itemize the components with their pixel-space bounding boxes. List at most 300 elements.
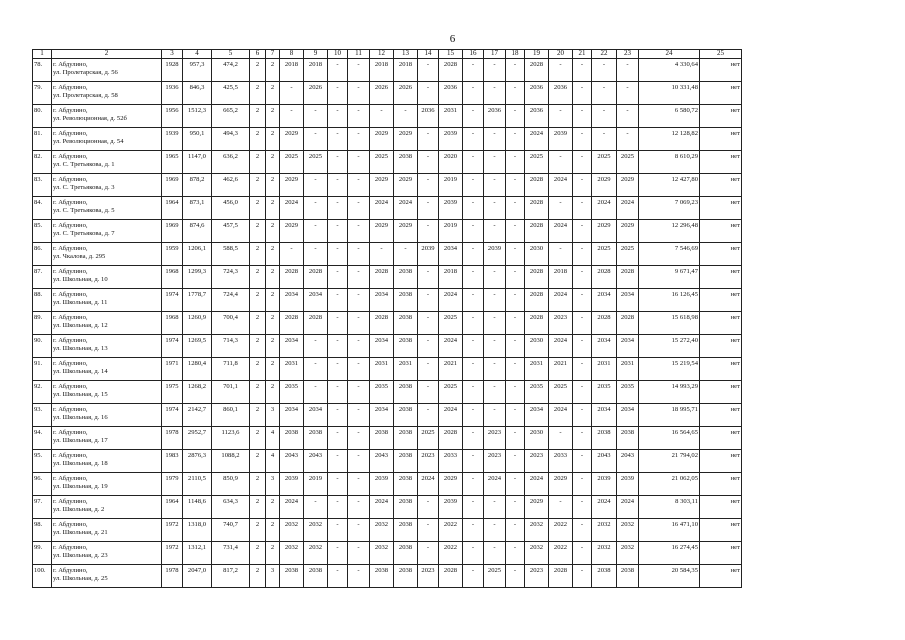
value-cell-col-5: 1088,2	[212, 450, 250, 473]
value-cell-col-11: -	[348, 220, 370, 243]
value-cell-col-3: 1928	[162, 59, 183, 82]
value-cell-col-11: -	[348, 335, 370, 358]
row-number-cell: 81.	[33, 128, 52, 151]
value-cell-col-23: 2024	[617, 197, 639, 220]
value-cell-col-9: -	[304, 128, 328, 151]
column-header-1: 1	[33, 50, 52, 59]
value-cell-col-10: -	[328, 105, 348, 128]
table-row	[33, 220, 742, 243]
address-line: ул. Школьная, д. 15	[53, 390, 108, 398]
value-cell-col-22: 2024	[592, 197, 617, 220]
value-cell-col-13: 2038	[394, 473, 418, 496]
value-cell-col-20: 2024	[549, 335, 573, 358]
table-row	[33, 312, 742, 335]
flag-cell: нет	[700, 312, 742, 335]
value-cell-col-12: -	[370, 105, 394, 128]
value-cell-col-5: 457,5	[212, 220, 250, 243]
value-cell-col-20: 2024	[549, 174, 573, 197]
address-cell	[52, 358, 162, 381]
value-cell-col-8: 2034	[280, 289, 304, 312]
value-cell-col-11: -	[348, 404, 370, 427]
value-cell-col-17: -	[484, 174, 506, 197]
address-line: г. Абдулино,	[53, 130, 88, 137]
address-line: г. Абдулино,	[53, 498, 88, 505]
value-cell-col-4: 950,1	[183, 128, 212, 151]
value-cell-col-15: 2020	[439, 151, 463, 174]
value-cell-col-19: 2024	[525, 473, 549, 496]
column-header-16: 16	[463, 50, 484, 59]
value-cell-col-13: 2038	[394, 151, 418, 174]
value-cell-col-15: 2039	[439, 197, 463, 220]
value-cell-col-16: -	[463, 496, 484, 519]
value-cell-col-11: -	[348, 266, 370, 289]
value-cell-col-21: -	[573, 289, 592, 312]
value-cell-col-3: 1969	[162, 220, 183, 243]
value-cell-col-15: 2028	[439, 427, 463, 450]
value-cell-col-21: -	[573, 381, 592, 404]
flag-cell: нет	[700, 358, 742, 381]
table-row	[33, 128, 742, 151]
value-cell-col-9: 2025	[304, 151, 328, 174]
value-cell-col-18: -	[506, 565, 525, 588]
value-cell-col-19: 2028	[525, 220, 549, 243]
table-row	[33, 59, 742, 82]
value-cell-col-9: 2026	[304, 82, 328, 105]
value-cell-col-5: 850,9	[212, 473, 250, 496]
value-cell-col-14: -	[418, 335, 439, 358]
value-cell-col-18: -	[506, 174, 525, 197]
address-cell	[52, 197, 162, 220]
value-cell-col-11: -	[348, 496, 370, 519]
value-cell-col-12: 2034	[370, 335, 394, 358]
value-cell-col-3: 1974	[162, 335, 183, 358]
value-cell-col-10: -	[328, 335, 348, 358]
value-cell-col-5: 714,3	[212, 335, 250, 358]
value-cell-col-7: 2	[266, 197, 280, 220]
value-cell-col-14: -	[418, 128, 439, 151]
value-cell-col-6: 2	[250, 151, 266, 174]
value-cell-col-10: -	[328, 174, 348, 197]
value-cell-col-10: -	[328, 220, 348, 243]
address-line: г. Абдулино,	[53, 406, 88, 413]
row-number-cell: 97.	[33, 496, 52, 519]
value-cell-col-16: -	[463, 105, 484, 128]
value-cell-col-11: -	[348, 542, 370, 565]
value-cell-col-14: 2039	[418, 243, 439, 266]
flag-cell: нет	[700, 289, 742, 312]
address-cell	[52, 312, 162, 335]
value-cell-col-6: 2	[250, 243, 266, 266]
address-cell	[52, 565, 162, 588]
value-cell-col-20: 2029	[549, 473, 573, 496]
value-cell-col-12: 2032	[370, 519, 394, 542]
cost-cell: 8 303,11	[639, 496, 700, 519]
value-cell-col-22: 2039	[592, 473, 617, 496]
address-line: ул. Школьная, д. 12	[53, 321, 108, 329]
value-cell-col-5: 711,8	[212, 358, 250, 381]
column-header-4: 4	[183, 50, 212, 59]
value-cell-col-9: 2028	[304, 266, 328, 289]
value-cell-col-6: 2	[250, 220, 266, 243]
value-cell-col-11: -	[348, 82, 370, 105]
value-cell-col-10: -	[328, 496, 348, 519]
value-cell-col-20: 2022	[549, 542, 573, 565]
value-cell-col-12: 2018	[370, 59, 394, 82]
value-cell-col-12: 2034	[370, 289, 394, 312]
address-line: ул. Школьная, д. 18	[53, 459, 108, 467]
value-cell-col-7: 2	[266, 542, 280, 565]
table-row	[33, 404, 742, 427]
value-cell-col-3: 1978	[162, 427, 183, 450]
value-cell-col-18: -	[506, 427, 525, 450]
address-line: г. Абдулино,	[53, 521, 88, 528]
address-line: г. Абдулино,	[53, 383, 88, 390]
address-cell	[52, 82, 162, 105]
value-cell-col-21: -	[573, 197, 592, 220]
value-cell-col-20: -	[549, 427, 573, 450]
value-cell-col-14: 2025	[418, 427, 439, 450]
value-cell-col-16: -	[463, 220, 484, 243]
value-cell-col-8: 2028	[280, 266, 304, 289]
value-cell-col-12: 2038	[370, 427, 394, 450]
value-cell-col-12: 2024	[370, 197, 394, 220]
address-line: ул. Школьная, д. 14	[53, 367, 108, 375]
value-cell-col-8: 2025	[280, 151, 304, 174]
address-line: ул. Школьная, д. 10	[53, 275, 108, 283]
value-cell-col-21: -	[573, 542, 592, 565]
value-cell-col-12: 2029	[370, 220, 394, 243]
value-cell-col-12: 2025	[370, 151, 394, 174]
value-cell-col-5: 740,7	[212, 519, 250, 542]
value-cell-col-20: -	[549, 59, 573, 82]
value-cell-col-18: -	[506, 128, 525, 151]
row-number-cell: 82.	[33, 151, 52, 174]
value-cell-col-13: 2026	[394, 82, 418, 105]
value-cell-col-12: 2031	[370, 358, 394, 381]
value-cell-col-16: -	[463, 358, 484, 381]
value-cell-col-4: 1206,1	[183, 243, 212, 266]
value-cell-col-21: -	[573, 312, 592, 335]
address-line: г. Абдулино,	[53, 199, 88, 206]
value-cell-col-11: -	[348, 358, 370, 381]
value-cell-col-9: 2032	[304, 519, 328, 542]
row-number-cell: 94.	[33, 427, 52, 450]
cost-cell: 20 584,35	[639, 565, 700, 588]
value-cell-col-4: 1148,6	[183, 496, 212, 519]
value-cell-col-5: 456,0	[212, 197, 250, 220]
value-cell-col-17: -	[484, 496, 506, 519]
value-cell-col-19: 2024	[525, 128, 549, 151]
value-cell-col-4: 2952,7	[183, 427, 212, 450]
value-cell-col-12: 2028	[370, 312, 394, 335]
cost-cell: 12 128,82	[639, 128, 700, 151]
value-cell-col-14: -	[418, 59, 439, 82]
value-cell-col-19: 2029	[525, 496, 549, 519]
value-cell-col-14: 2023	[418, 450, 439, 473]
value-cell-col-17: 2036	[484, 105, 506, 128]
value-cell-col-12: 2029	[370, 128, 394, 151]
value-cell-col-17: 2039	[484, 243, 506, 266]
row-number-cell: 91.	[33, 358, 52, 381]
row-number-cell: 89.	[33, 312, 52, 335]
flag-cell: нет	[700, 174, 742, 197]
value-cell-col-17: -	[484, 542, 506, 565]
value-cell-col-11: -	[348, 289, 370, 312]
value-cell-col-22: -	[592, 59, 617, 82]
address-line: ул. Революционная, д. 54	[53, 137, 124, 145]
value-cell-col-10: -	[328, 450, 348, 473]
address-line: г. Абдулино,	[53, 452, 88, 459]
address-line: ул. Школьная, д. 2	[53, 505, 105, 513]
address-line: г. Абдулино,	[53, 291, 88, 298]
value-cell-col-19: 2032	[525, 542, 549, 565]
value-cell-col-22: 2034	[592, 335, 617, 358]
value-cell-col-14: -	[418, 542, 439, 565]
table-row	[33, 542, 742, 565]
value-cell-col-13: -	[394, 243, 418, 266]
row-number-cell: 87.	[33, 266, 52, 289]
value-cell-col-5: 860,1	[212, 404, 250, 427]
cost-cell: 7 069,23	[639, 197, 700, 220]
value-cell-col-23: 2025	[617, 151, 639, 174]
value-cell-col-9: -	[304, 105, 328, 128]
value-cell-col-4: 2142,7	[183, 404, 212, 427]
value-cell-col-8: 2034	[280, 404, 304, 427]
flag-cell: нет	[700, 266, 742, 289]
value-cell-col-14: -	[418, 358, 439, 381]
address-cell	[52, 542, 162, 565]
value-cell-col-11: -	[348, 174, 370, 197]
address-cell	[52, 404, 162, 427]
value-cell-col-10: -	[328, 358, 348, 381]
flag-cell: нет	[700, 381, 742, 404]
address-line: г. Абдулино,	[53, 268, 88, 275]
value-cell-col-8: 2029	[280, 174, 304, 197]
value-cell-col-13: 2038	[394, 312, 418, 335]
value-cell-col-21: -	[573, 220, 592, 243]
value-cell-col-13: 2031	[394, 358, 418, 381]
value-cell-col-19: 2036	[525, 82, 549, 105]
value-cell-col-23: 2031	[617, 358, 639, 381]
row-number-cell: 98.	[33, 519, 52, 542]
column-header-23: 23	[617, 50, 639, 59]
value-cell-col-17: 2024	[484, 473, 506, 496]
value-cell-col-10: -	[328, 519, 348, 542]
value-cell-col-18: -	[506, 312, 525, 335]
value-cell-col-17: -	[484, 358, 506, 381]
value-cell-col-8: -	[280, 105, 304, 128]
column-header-25: 25	[700, 50, 742, 59]
value-cell-col-16: -	[463, 289, 484, 312]
cost-cell: 21 062,05	[639, 473, 700, 496]
value-cell-col-18: -	[506, 381, 525, 404]
address-line: ул. Школьная, д. 17	[53, 436, 108, 444]
value-cell-col-21: -	[573, 565, 592, 588]
value-cell-col-6: 2	[250, 496, 266, 519]
value-cell-col-9: -	[304, 174, 328, 197]
value-cell-col-13: 2029	[394, 220, 418, 243]
value-cell-col-15: 2018	[439, 266, 463, 289]
value-cell-col-22: 2029	[592, 174, 617, 197]
value-cell-col-5: 701,1	[212, 381, 250, 404]
column-header-5: 5	[212, 50, 250, 59]
value-cell-col-7: 2	[266, 174, 280, 197]
value-cell-col-13: 2038	[394, 519, 418, 542]
value-cell-col-7: 2	[266, 496, 280, 519]
address-line: г. Абдулино,	[53, 544, 88, 551]
value-cell-col-22: 2025	[592, 243, 617, 266]
column-header-10: 10	[328, 50, 348, 59]
value-cell-col-19: 2030	[525, 335, 549, 358]
value-cell-col-7: 2	[266, 220, 280, 243]
value-cell-col-10: -	[328, 542, 348, 565]
value-cell-col-12: 2029	[370, 174, 394, 197]
value-cell-col-5: 474,2	[212, 59, 250, 82]
value-cell-col-20: 2039	[549, 128, 573, 151]
value-cell-col-4: 1147,0	[183, 151, 212, 174]
column-header-6: 6	[250, 50, 266, 59]
value-cell-col-18: -	[506, 542, 525, 565]
value-cell-col-11: -	[348, 450, 370, 473]
row-number-cell: 79.	[33, 82, 52, 105]
value-cell-col-19: 2028	[525, 174, 549, 197]
flag-cell: нет	[700, 105, 742, 128]
value-cell-col-23: 2025	[617, 243, 639, 266]
value-cell-col-13: 2018	[394, 59, 418, 82]
value-cell-col-17: -	[484, 82, 506, 105]
value-cell-col-23: 2028	[617, 266, 639, 289]
value-cell-col-15: 2019	[439, 174, 463, 197]
value-cell-col-22: 2035	[592, 381, 617, 404]
flag-cell: нет	[700, 427, 742, 450]
address-line: г. Абдулино,	[53, 176, 88, 183]
value-cell-col-14: -	[418, 312, 439, 335]
value-cell-col-15: 2025	[439, 312, 463, 335]
value-cell-col-20: 2028	[549, 565, 573, 588]
value-cell-col-15: 2036	[439, 82, 463, 105]
cost-cell: 21 794,02	[639, 450, 700, 473]
value-cell-col-7: 2	[266, 519, 280, 542]
value-cell-col-22: 2038	[592, 565, 617, 588]
value-cell-col-22: 2043	[592, 450, 617, 473]
value-cell-col-21: -	[573, 128, 592, 151]
address-cell	[52, 427, 162, 450]
value-cell-col-18: -	[506, 105, 525, 128]
value-cell-col-9: 2028	[304, 312, 328, 335]
value-cell-col-21: -	[573, 496, 592, 519]
value-cell-col-11: -	[348, 197, 370, 220]
value-cell-col-21: -	[573, 174, 592, 197]
value-cell-col-16: -	[463, 542, 484, 565]
table-row	[33, 358, 742, 381]
address-cell	[52, 266, 162, 289]
row-number-cell: 84.	[33, 197, 52, 220]
cost-cell: 12 427,80	[639, 174, 700, 197]
value-cell-col-4: 2110,5	[183, 473, 212, 496]
value-cell-col-14: -	[418, 266, 439, 289]
value-cell-col-17: -	[484, 151, 506, 174]
value-cell-col-19: 2032	[525, 519, 549, 542]
value-cell-col-4: 1318,0	[183, 519, 212, 542]
value-cell-col-4: 878,2	[183, 174, 212, 197]
value-cell-col-6: 2	[250, 335, 266, 358]
value-cell-col-6: 2	[250, 381, 266, 404]
value-cell-col-13: -	[394, 105, 418, 128]
row-number-cell: 96.	[33, 473, 52, 496]
value-cell-col-17: -	[484, 266, 506, 289]
value-cell-col-12: 2024	[370, 496, 394, 519]
value-cell-col-6: 2	[250, 266, 266, 289]
value-cell-col-8: 2038	[280, 565, 304, 588]
value-cell-col-9: -	[304, 197, 328, 220]
value-cell-col-19: 2028	[525, 289, 549, 312]
value-cell-col-17: 2023	[484, 427, 506, 450]
table-row	[33, 473, 742, 496]
address-line: г. Абдулино,	[53, 337, 88, 344]
value-cell-col-7: 2	[266, 82, 280, 105]
value-cell-col-17: -	[484, 381, 506, 404]
address-line: г. Абдулино,	[53, 567, 88, 574]
value-cell-col-13: 2038	[394, 335, 418, 358]
flag-cell: нет	[700, 335, 742, 358]
value-cell-col-16: -	[463, 427, 484, 450]
row-number-cell: 90.	[33, 335, 52, 358]
value-cell-col-8: 2028	[280, 312, 304, 335]
value-cell-col-16: -	[463, 519, 484, 542]
value-cell-col-5: 817,2	[212, 565, 250, 588]
value-cell-col-18: -	[506, 473, 525, 496]
value-cell-col-11: -	[348, 519, 370, 542]
value-cell-col-23: -	[617, 128, 639, 151]
value-cell-col-23: 2043	[617, 450, 639, 473]
value-cell-col-7: 2	[266, 266, 280, 289]
value-cell-col-5: 665,2	[212, 105, 250, 128]
value-cell-col-3: 1975	[162, 381, 183, 404]
column-header-13: 13	[394, 50, 418, 59]
value-cell-col-23: 2034	[617, 335, 639, 358]
value-cell-col-12: 2035	[370, 381, 394, 404]
value-cell-col-23: 2029	[617, 174, 639, 197]
value-cell-col-9: 2038	[304, 565, 328, 588]
value-cell-col-15: 2025	[439, 381, 463, 404]
column-header-19: 19	[525, 50, 549, 59]
value-cell-col-18: -	[506, 335, 525, 358]
value-cell-col-10: -	[328, 151, 348, 174]
column-header-11: 11	[348, 50, 370, 59]
value-cell-col-3: 1974	[162, 289, 183, 312]
table-row	[33, 197, 742, 220]
value-cell-col-6: 2	[250, 542, 266, 565]
value-cell-col-8: 2035	[280, 381, 304, 404]
value-cell-col-8: 2032	[280, 519, 304, 542]
value-cell-col-23: -	[617, 59, 639, 82]
value-cell-col-22: 2029	[592, 220, 617, 243]
value-cell-col-20: -	[549, 151, 573, 174]
column-header-17: 17	[484, 50, 506, 59]
value-cell-col-20: 2023	[549, 312, 573, 335]
value-cell-col-18: -	[506, 358, 525, 381]
value-cell-col-10: -	[328, 473, 348, 496]
row-number-cell: 86.	[33, 243, 52, 266]
value-cell-col-4: 1312,1	[183, 542, 212, 565]
value-cell-col-3: 1972	[162, 519, 183, 542]
value-cell-col-20: 2024	[549, 404, 573, 427]
value-cell-col-23: 2024	[617, 496, 639, 519]
value-cell-col-14: -	[418, 151, 439, 174]
value-cell-col-6: 2	[250, 82, 266, 105]
capital-repair-table	[32, 49, 742, 588]
value-cell-col-13: 2038	[394, 289, 418, 312]
